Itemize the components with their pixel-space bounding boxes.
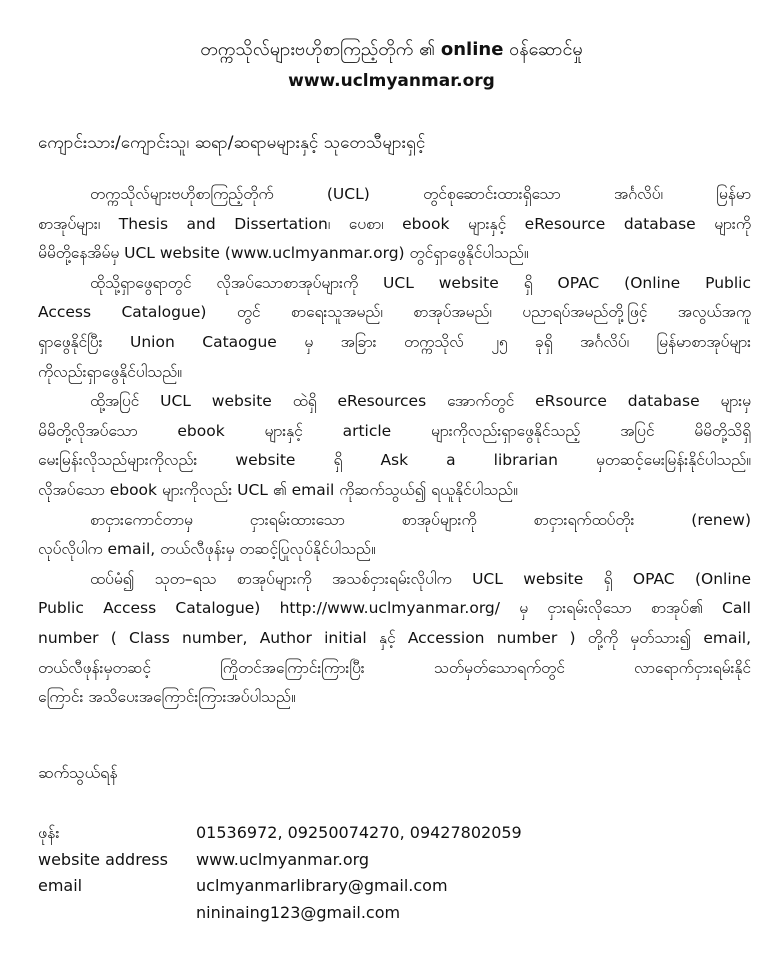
paragraph-1-line-2: စာအုပ်များ၊ Thesis and Dissertation၊ ပေစာ၊ ebook များနှင့် eResource database များကို bbox=[38, 214, 751, 233]
paragraph-5-line-2: Public Access Catalogue) http://www.uclmyanmar.org/ မှ ငှားရမ်းလိုသော စာအုပ်၏ Call bbox=[38, 599, 751, 618]
contact-label-website: website address bbox=[38, 849, 168, 869]
contact-label-email-2 bbox=[38, 900, 196, 927]
paragraph-1-line-3: မိမိတို့နေအိမ်မှ UCL website (www.uclmyanmar.org) တွင်ရှာဖွေနိုင်ပါသည်။ bbox=[38, 244, 529, 263]
contact-value-email: uclmyanmarlibrary@gmail.com bbox=[196, 876, 448, 895]
page-title bbox=[0, 38, 783, 62]
contact-label-email: email bbox=[38, 876, 83, 895]
paragraph-4-line-1: စာငှားကောင်တာမှ ငှားရမ်းထားသော စာအုပ်များကို စာငှားရက်ထပ်တိုး (renew) bbox=[90, 510, 751, 529]
contact-row-phone bbox=[38, 820, 522, 847]
paragraph-2-line-1: ထိုသို့ရှာဖွေရာတွင် လိုအပ်သောစာအုပ်များကို UCL website ရှိ OPAC (Online Public bbox=[90, 273, 751, 292]
contact-row-email-2 bbox=[38, 900, 522, 927]
website-heading: www.uclmyanmar.org bbox=[288, 71, 495, 91]
contact-value-email-2: nininaing123@gmail.com bbox=[196, 902, 401, 922]
contact-row-email bbox=[38, 873, 522, 900]
paragraph-5-line-4: တယ်လီဖုန်းမှတဆင့် ကြိုတင်အကြောင်းကြားပြီး သတ်မှတ်သောရက်တွင် လာရောက်ငှားရမ်းနိုင် bbox=[38, 658, 751, 677]
paragraph-4-line-2: လုပ်လိုပါက email, တယ်လီဖုန်းမှ တဆင့်ပြုလုပ်နိုင်ပါသည်။ bbox=[38, 540, 376, 559]
title-suffix: ဝန်ဆောင်မှု bbox=[503, 39, 583, 60]
body-text bbox=[38, 180, 751, 713]
paragraph-3-line-1: ထို့အပြင် UCL website ထဲရှိ eResources အောက်တွင် eRsource database များမှ bbox=[90, 392, 751, 411]
contact-value-phone: 01536972, 09250074270, 09427802059 bbox=[196, 823, 522, 842]
paragraph-2-line-3: ရှာဖွေနိုင်ပြီး Union Cataogue မှ အခြား တက္ကသိုလ် ၂၅ ခုရှိ အင်္ဂလိပ်၊ မြန်မာစာအုပ်များ bbox=[38, 332, 751, 351]
paragraph-5-line-5: ကြောင်း အသိပေးအကြောင်းကြားအပ်ပါသည်။ bbox=[38, 688, 296, 707]
paragraph-2-line-4: ကိုလည်းရှာဖွေနိုင်ပါသည်။ bbox=[38, 362, 182, 381]
paragraph-3-line-2: မိမိတို့လိုအပ်သော ebook များနှင့် article များကိုလည်းရှာဖွေနိုင်သည့် အပြင် မိမိတို့သိရှိ bbox=[38, 421, 751, 440]
salutation: ကျောင်းသား/ကျောင်းသူ၊ ဆရာ/ဆရာမများနှင့် သုတေသီများရှင့် bbox=[38, 133, 426, 153]
contact-heading: ဆက်သွယ်ရန် bbox=[38, 763, 118, 782]
paragraph-2-line-2: Access Catalogue) တွင် စာရေးသူအမည်၊ စာအုပ်အမည်၊ ပညာရပ်အမည်တို့ဖြင့် အလွယ်အကူ bbox=[38, 303, 751, 322]
paragraph-3-line-4: လိုအပ်သော ebook များကိုလည်း UCL ၏ email ကိုဆက်သွယ်၍ ရယူနိုင်ပါသည်။ bbox=[38, 480, 518, 499]
paragraph-5-line-1: ထပ်မံ၍ သုတ–ရသ စာအုပ်များကို အသစ်ငှားရမ်းလိုပါက UCL website ရှိ OPAC (Online bbox=[90, 569, 751, 588]
contact-table bbox=[38, 820, 522, 926]
title-online: online bbox=[440, 39, 504, 60]
paragraph-3-line-3: မေးမြန်းလိုသည်များကိုလည်း website ရှိ Ask a librarian မှတဆင့်မေးမြန်းနိုင်ပါသည်။ bbox=[38, 451, 751, 470]
paragraph-5-line-3: number ( Class number, Author initial နှင့် Accession number ) တို့ကို မှတ်သား၍ email, bbox=[38, 628, 751, 647]
paragraph-1-line-1: တက္ကသိုလ်များဗဟိုစာကြည့်တိုက် (UCL) တွင်စုဆောင်းထားရှိသော အင်္ဂလိပ်၊ မြန်မာ bbox=[90, 185, 751, 203]
title-prefix: တက္ကသိုလ်များဗဟိုစာကြည့်တိုက် ၏ bbox=[200, 39, 441, 60]
contact-row-website bbox=[38, 847, 522, 874]
contact-value-website: www.uclmyanmar.org bbox=[196, 849, 370, 869]
contact-label-phone: ဖုန်း bbox=[38, 823, 60, 842]
